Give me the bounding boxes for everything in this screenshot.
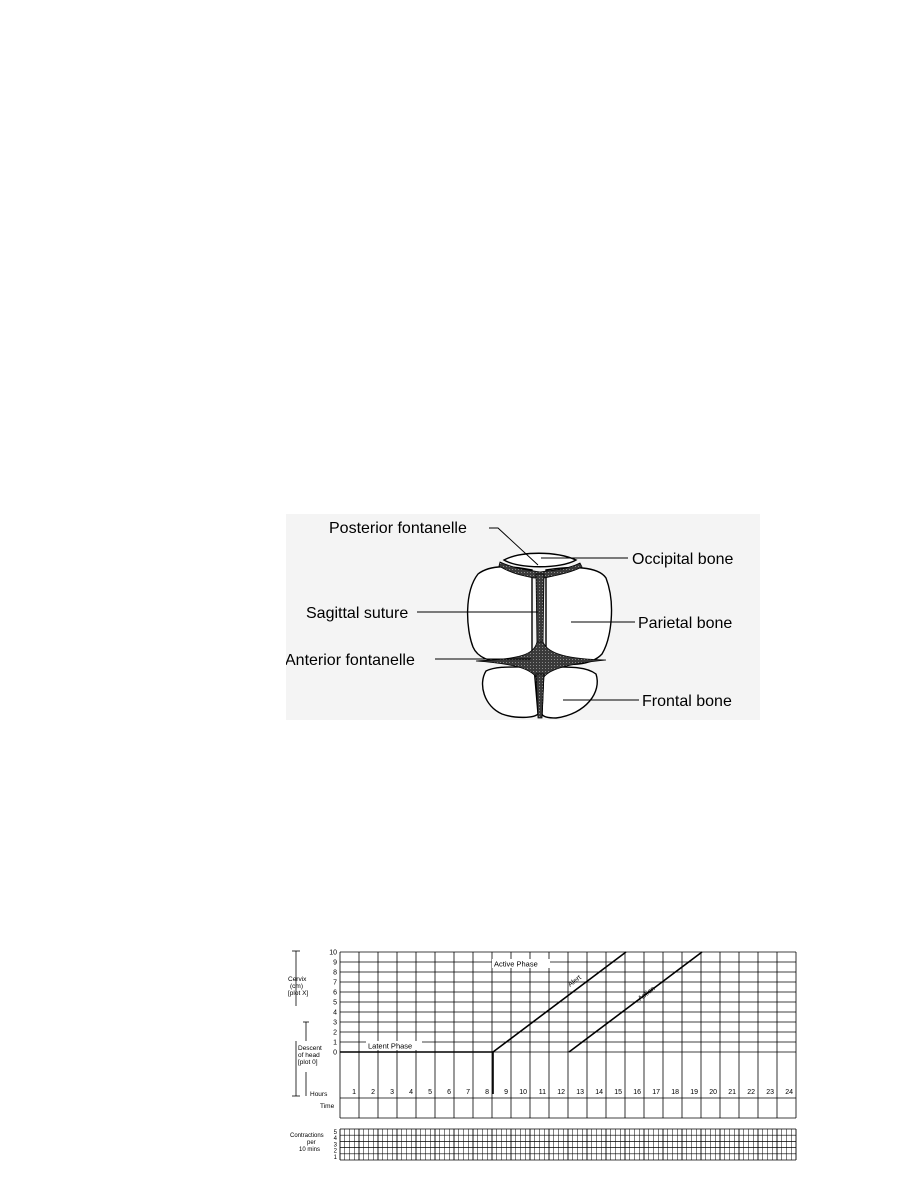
latent-phase-label: Latent Phase [368, 1041, 413, 1051]
hour-tick-label: 11 [538, 1089, 546, 1096]
hours-label: Hours [310, 1091, 328, 1098]
label-parietal-bone: Parietal bone [638, 615, 733, 632]
cervix-tick-label: 2 [333, 1029, 337, 1037]
cervix-label-line1: Cervix [288, 976, 307, 983]
hour-tick-label: 19 [690, 1089, 698, 1096]
hour-tick-label: 2 [371, 1089, 375, 1096]
hour-tick-label: 14 [595, 1089, 603, 1096]
hour-tick-label: 20 [709, 1089, 717, 1096]
hour-tick-label: 4 [409, 1089, 413, 1096]
cervix-tick-label: 7 [333, 979, 337, 987]
hour-tick-label: 23 [766, 1089, 774, 1096]
fetal-skull-diagram [286, 514, 760, 720]
hour-tick-label: 16 [633, 1089, 641, 1096]
contraction-tick-label: 5 [333, 1130, 337, 1136]
contractions-label-line3: 10 mins [299, 1147, 321, 1153]
hour-tick-label: 8 [485, 1089, 489, 1096]
cervix-tick-label: 6 [333, 989, 337, 997]
hour-tick-label: 7 [466, 1089, 470, 1096]
partograph-svg [282, 946, 798, 1172]
hour-tick-label: 17 [652, 1089, 660, 1096]
time-label: Time [320, 1103, 335, 1110]
contractions-label-line2: per [307, 1140, 316, 1146]
cervix-tick-label: 8 [333, 969, 337, 977]
hour-tick-label: 24 [785, 1089, 793, 1096]
descent-label-line2: of head [298, 1052, 320, 1059]
contractions-label-line1: Contractions [290, 1133, 324, 1139]
hour-tick-label: 18 [671, 1089, 679, 1096]
hour-tick-label: 5 [428, 1089, 432, 1096]
hour-tick-label: 1 [352, 1089, 356, 1096]
hour-tick-label: 9 [504, 1089, 508, 1096]
active-phase-label: Active Phase [494, 959, 538, 969]
partograph-chart [282, 946, 798, 1172]
label-occipital-bone: Occipital bone [632, 551, 734, 568]
hour-tick-label: 3 [390, 1089, 394, 1096]
cervix-tick-label: 9 [333, 959, 337, 967]
left-parietal-bone [468, 567, 532, 663]
cervix-label-line3: [plot X] [288, 990, 309, 997]
hour-tick-label: 6 [447, 1089, 451, 1096]
action-line-label: Action [636, 985, 657, 1003]
label-frontal-bone: Frontal bone [642, 693, 732, 710]
cervix-label-line2: (cm) [290, 983, 303, 990]
hour-tick-label: 10 [519, 1089, 527, 1096]
hour-tick-label: 15 [614, 1089, 622, 1096]
hour-tick-label: 13 [576, 1089, 584, 1096]
label-posterior-fontanelle: Posterior fontanelle [329, 520, 467, 537]
contraction-tick-label: 3 [333, 1142, 337, 1149]
hour-tick-label: 21 [728, 1089, 736, 1096]
sagittal-suture-shape [536, 574, 544, 644]
latent-phase-line [340, 1052, 493, 1094]
hour-tick-label: 22 [747, 1089, 755, 1096]
descent-label-line1: Descent [298, 1045, 322, 1052]
cervix-tick-label: 3 [333, 1019, 337, 1027]
cervix-tick-label: 5 [333, 999, 337, 1007]
cervix-tick-label: 4 [333, 1009, 337, 1017]
cervix-tick-label: 0 [333, 1049, 337, 1057]
fetal-skull-svg [286, 514, 760, 720]
contraction-tick-label: 4 [333, 1136, 337, 1143]
right-parietal-bone [546, 568, 612, 665]
contraction-tick-label: 1 [333, 1154, 337, 1161]
cervix-tick-label: 10 [329, 949, 337, 957]
cervix-tick-label: 1 [333, 1039, 337, 1047]
label-anterior-fontanelle: Anterior fontanelle [286, 652, 415, 669]
hour-tick-label: 12 [557, 1089, 565, 1096]
alert-line-label: Alert [566, 974, 583, 989]
contraction-tick-label: 2 [333, 1148, 337, 1155]
descent-label-line3: [plot 0] [298, 1059, 318, 1066]
label-sagittal-suture: Sagittal suture [306, 605, 409, 622]
